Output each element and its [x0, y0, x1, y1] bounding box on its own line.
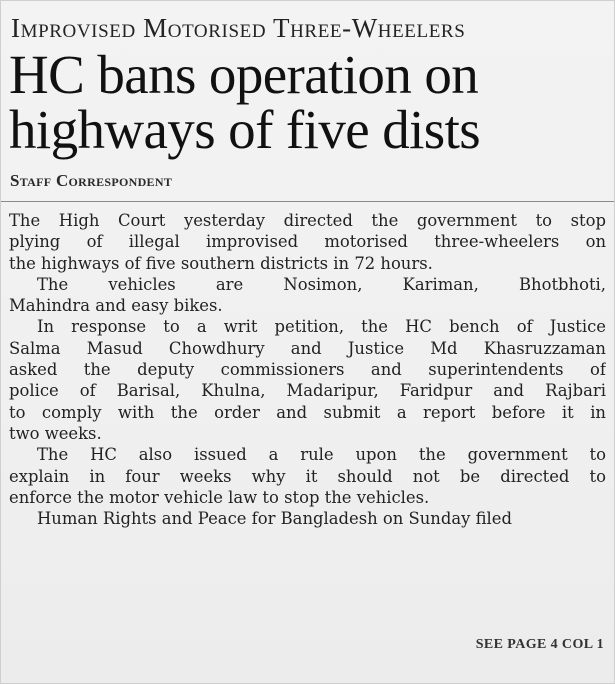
- body-line: The HC also issued a rule upon the government to: [37, 445, 606, 465]
- body-line: the highways of five southern districts in 72 hours.: [9, 253, 433, 273]
- body-line: to comply with the order and submit a report before it in: [9, 402, 606, 422]
- body-line: police of Barisal, Khulna, Madaripur, Faridpur and Rajbari: [9, 381, 606, 401]
- body-line: Mahindra and easy bikes.: [9, 296, 223, 316]
- kicker: Improvised Motorised Three-Wheelers: [11, 13, 466, 43]
- headline-line: HC bans operation on: [9, 44, 479, 105]
- body-line: The vehicles are Nosimon, Kariman, Bhotbhoti,: [37, 274, 606, 294]
- body-line: In response to a writ petition, the HC bench of Justice: [37, 317, 606, 337]
- body-line: asked the deputy commissioners and superintendents of: [9, 360, 606, 380]
- headline-line: highways of five dists: [9, 99, 481, 160]
- byline: Staff Correspondent: [10, 171, 173, 190]
- body-line: The High Court yesterday directed the government to stop: [9, 211, 606, 230]
- continuation-note: SEE PAGE 4 COL 1: [475, 637, 604, 652]
- body-line: Salma Masud Chowdhury and Justice Md Khasruzzaman: [9, 338, 606, 358]
- article-body: [9, 210, 606, 529]
- body-line: two weeks.: [9, 423, 102, 443]
- body-line: plying of illegal improvised motorised three-wheelers on: [9, 232, 606, 252]
- headline: [9, 44, 606, 160]
- body-line: explain in four weeks why it should not be directed to: [9, 466, 606, 486]
- body-line: Human Rights and Peace for Bangladesh on Sunday filed: [37, 509, 512, 529]
- body-line: enforce the motor vehicle law to stop the vehicles.: [9, 487, 430, 507]
- divider-rule: [1, 201, 614, 202]
